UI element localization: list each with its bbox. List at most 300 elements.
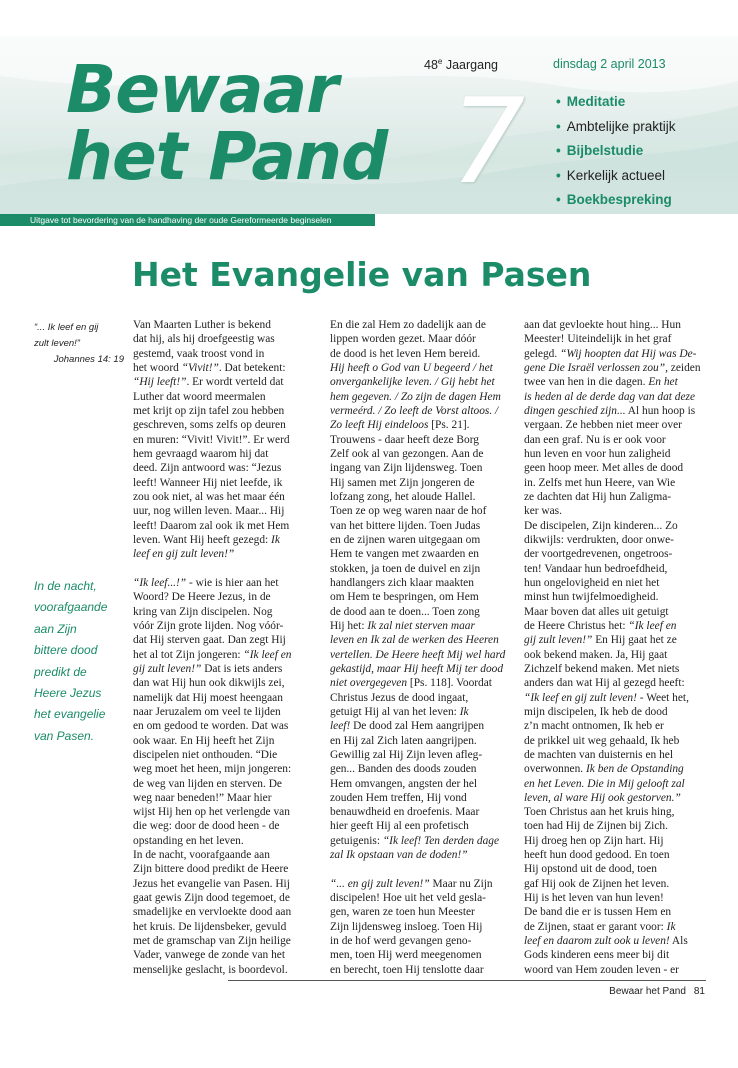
text-line <box>330 633 508 647</box>
body-text: naar Jeruzalem om veel te lijden <box>133 705 281 718</box>
italic-text: “... en gij zult leven!” <box>330 877 430 890</box>
body-text: Toen Christus aan het kruis hing, <box>524 806 675 819</box>
text-line <box>330 418 508 432</box>
italic-text: “Ik leef en gij zult leven! <box>524 691 637 704</box>
body-text: gelegd. <box>524 347 561 360</box>
body-text: en berecht, toen Hij tenslotte daar <box>330 963 484 976</box>
bullet-icon: • <box>556 167 561 183</box>
italic-text: “Ik leef en <box>628 619 677 632</box>
body-text: z’n macht ontnomen, Ik heb er <box>524 720 664 733</box>
text-line <box>524 547 704 561</box>
body-text: smadelijke en vervloekte dood aan <box>133 906 292 919</box>
italic-text: “Ik leef en <box>243 648 292 661</box>
italic-text: “Hij leeft!” <box>133 376 187 389</box>
text-line <box>133 576 310 590</box>
text-line <box>133 963 310 977</box>
italic-text: vermeérd. / Zo leeft de Vorst altoos. / <box>330 404 499 417</box>
body-text: uur, nog willen leven. Maar... Hij <box>133 505 285 518</box>
text-line <box>133 590 310 604</box>
text-line <box>133 433 310 447</box>
italic-text: gij zult leven!” <box>133 662 202 675</box>
text-line <box>133 834 310 848</box>
italic-text: Ik <box>271 533 280 546</box>
text-line <box>330 361 508 375</box>
body-text: vóór Zijn grote lijden. Nog vóór- <box>133 619 284 632</box>
text-line <box>133 877 310 891</box>
text-line <box>330 834 508 848</box>
italic-text: “Wij hoopten dat Hij was De- <box>560 347 697 360</box>
body-text: namelijk dat Hij moest heengaan <box>133 691 283 704</box>
text-line <box>133 777 310 791</box>
body-text: mijn discipelen, Ik heb de dood <box>524 705 668 718</box>
body-text: Trouwens - daar heeft deze Borg <box>330 433 479 446</box>
body-text: gaat gewis Zijn dood tegemoet, de <box>133 892 290 905</box>
body-text: hun ongelovigheid en niet het <box>524 576 660 589</box>
bullet-icon: • <box>556 94 561 109</box>
body-text: aan dat gevloekte hout hing... Hun <box>524 319 681 331</box>
body-text: - Weet het, <box>636 691 689 704</box>
text-line <box>524 404 704 418</box>
text-line <box>133 648 310 662</box>
italic-text: leven, al ware Hij ook gestorven.” <box>524 791 681 804</box>
body-text: het al tot Zijn jongeren: <box>133 648 244 661</box>
body-text: In de nacht, voorafgaande aan <box>133 849 270 862</box>
body-text: de dood is het leven Hem bereid. <box>330 347 481 360</box>
text-line <box>133 676 310 690</box>
text-line <box>330 762 508 776</box>
text-line <box>133 633 310 647</box>
body-text: ook waar. En Hij heeft het Zijn <box>133 734 275 747</box>
body-text: Luther dat woord meermalen <box>133 390 266 403</box>
topic-list <box>556 92 676 215</box>
text-line <box>524 848 704 862</box>
text-line <box>524 590 704 604</box>
body-text: vergaan. Ze hebben niet meer over <box>524 419 682 432</box>
body-text: De band die er is tussen Hem en <box>524 906 672 919</box>
text-line <box>524 390 704 404</box>
body-text: handlangers zich klaar maakten <box>330 576 474 589</box>
body-text: zouden Hem treffen, Hij vond <box>330 791 467 804</box>
text-line <box>330 719 508 733</box>
body-text: woord van Hem zouden leven - er <box>524 963 679 976</box>
body-text: kring van Zijn discipelen. Nog <box>133 605 273 618</box>
volume-suffix: e <box>437 57 443 66</box>
body-text: dan wat Hij hun ook dikwijls zei, <box>133 677 285 690</box>
body-text: Toen ze op weg waren naar de hof <box>330 505 487 518</box>
pull-quote-line: predikt de <box>34 664 87 679</box>
motto-line: “... Ik leef en gij <box>34 322 99 333</box>
logo-line-2: het Pand <box>66 118 388 195</box>
text-line <box>330 791 508 805</box>
body-text: die weg: door de dood heen - de <box>133 820 280 833</box>
text-line <box>133 920 310 934</box>
pull-quote-line: In de nacht, <box>34 579 97 593</box>
body-text: stokken, ja toen de duivel en zijn <box>330 562 481 575</box>
body-text: - wie is hier aan het <box>186 576 279 589</box>
body-text: leeft! Wanneer Hij niet leefde, ik <box>133 476 283 489</box>
topic-item <box>556 166 676 191</box>
text-line <box>524 777 704 791</box>
text-line <box>133 490 310 504</box>
topic-item <box>556 117 676 142</box>
text-line <box>330 662 508 676</box>
text-line <box>330 705 508 719</box>
body-text: dat hij, als hij droefgeestig was <box>133 333 275 346</box>
body-text: deed. Zijn antwoord was: “Jezus <box>133 462 282 475</box>
text-line <box>524 504 704 518</box>
body-text: hem gevraagd waarom hij dat <box>133 447 269 460</box>
body-text: benauwdheid en droefenis. Maar <box>330 806 480 819</box>
text-line <box>524 920 704 934</box>
body-text: getuigt Hij al van het leven: <box>330 705 460 718</box>
text-line <box>524 619 704 633</box>
text-line <box>133 461 310 475</box>
logo-line-1: Bewaar <box>66 51 338 128</box>
body-text: de machten van duisternis en hel <box>524 748 673 761</box>
text-line <box>133 619 310 633</box>
italic-text: zal Ik opstaan van de doden!” <box>330 849 468 862</box>
body-text: getuigenis: <box>330 834 383 847</box>
text-line <box>133 719 310 733</box>
text-line <box>524 719 704 733</box>
body-text: twee van hen in die dagen. <box>524 376 649 389</box>
body-text: menselijke geslacht, is boordevol. <box>133 963 288 976</box>
text-line <box>330 691 508 705</box>
body-text: Hem te vangen met zwaarden en <box>330 548 479 561</box>
pull-quote-line: Heere Jezus <box>34 686 102 701</box>
pull-quote-line: het evangelie <box>34 707 106 722</box>
italic-text: leef! <box>330 720 351 733</box>
body-text: dan een graf. Nu is er ook voor <box>524 433 666 446</box>
body-text: de weg van lijden en sterven. De <box>133 777 282 790</box>
body-text: dikwijls: verdrukten, door onwe- <box>524 533 674 546</box>
pull-quote-line: van Pasen. <box>34 728 95 743</box>
body-text: gen... Banden des doods zouden <box>330 763 477 776</box>
text-line <box>524 490 704 504</box>
text-line <box>524 948 704 962</box>
body-text: met de gramschap van Zijn heilige <box>133 935 291 948</box>
text-line <box>524 705 704 719</box>
body-text: wijst Hij hen op het verlengde van <box>133 806 290 819</box>
italic-text: “Vivit!” <box>181 361 219 374</box>
text-line <box>330 605 508 619</box>
text-line <box>330 576 508 590</box>
body-text: . Dat betekent: <box>218 361 286 374</box>
text-line <box>133 705 310 719</box>
italic-text: vertellen. De Heere heeft Mij wel hard <box>330 648 506 661</box>
body-text: [Ps. 21]. <box>428 419 470 432</box>
text-line <box>524 605 704 619</box>
issue-date: dinsdag 2 april 2013 <box>553 57 666 71</box>
paragraph-gap <box>330 862 508 876</box>
body-text: ze dachten dat Hij hun Zaligma- <box>524 490 672 503</box>
text-line <box>133 791 310 805</box>
text-line <box>524 361 704 375</box>
text-line <box>524 519 704 533</box>
issue-number: 7 <box>450 72 526 210</box>
article-column-1 <box>133 318 310 977</box>
body-text: hier geeft Hij al een profetisch <box>330 820 469 833</box>
text-line <box>133 862 310 876</box>
text-line <box>133 533 310 547</box>
italic-text: hem gegeven. / Zo zijn de dagen Hem <box>330 390 501 403</box>
body-text: om Hem te bespringen, om Hem <box>330 591 479 604</box>
text-line <box>133 447 310 461</box>
footer-rule <box>228 980 706 981</box>
body-text: lofzang zong, het aloude Hallel. <box>330 490 476 503</box>
article-column-3 <box>524 318 704 977</box>
body-text: [Ps. 118]. Voordat <box>407 677 492 690</box>
body-text: De discipelen, Zijn kinderen... Zo <box>524 519 678 532</box>
body-text: minst hun twijfelmoedigheid. <box>524 591 659 604</box>
paragraph-gap <box>133 562 310 576</box>
italic-text: onvergankelijke leven. / Gij hebt het <box>330 376 495 389</box>
text-line <box>330 504 508 518</box>
body-text: Woord? De Heere Jezus, in de <box>133 591 271 604</box>
text-line <box>524 633 704 647</box>
text-line <box>524 748 704 762</box>
body-text: leven. Want Hij heeft gezegd: <box>133 533 272 546</box>
text-line <box>330 519 508 533</box>
text-line <box>524 762 704 776</box>
text-line <box>524 791 704 805</box>
volume-number: 48 <box>424 58 438 73</box>
body-text: de Zijnen, staat er garant voor: <box>524 920 667 933</box>
text-line <box>524 734 704 748</box>
italic-text: Ik <box>459 705 469 718</box>
body-text: Christus Jezus de dood ingaat, <box>330 691 469 704</box>
text-line <box>133 691 310 705</box>
italic-text: Hij heeft o God van U begeerd / het <box>330 361 493 374</box>
body-text: Meester! Uiteindelijk in het graf <box>524 333 672 346</box>
body-text: Zelf ook al van gezongen. Aan de <box>330 447 484 460</box>
topic-item <box>556 141 676 166</box>
text-line <box>133 361 310 375</box>
topic-label: Kerkelijk actueel <box>566 167 666 183</box>
topic-label: Bijbelstudie <box>566 143 644 158</box>
motto-line: zult leven!” <box>34 338 80 349</box>
body-text: men, toen Hij werd meegenomen <box>330 949 482 962</box>
text-line <box>524 963 704 977</box>
text-line <box>330 848 508 862</box>
text-line <box>524 819 704 833</box>
italic-text: En het <box>648 376 678 389</box>
body-text: discipelen! Hoe uit het veld geslа- <box>330 892 486 905</box>
text-line <box>330 905 508 919</box>
text-line <box>133 547 310 561</box>
text-line <box>330 318 508 332</box>
body-text: Van Maarten Luther is bekend <box>133 319 271 331</box>
article-title: Het Evangelie van Pasen <box>132 255 592 294</box>
topic-label: Boekbespreking <box>566 192 672 207</box>
text-line <box>524 834 704 848</box>
text-line <box>524 447 704 461</box>
body-text: met krijt op zijn tafel zou hebben <box>133 404 285 417</box>
body-text: dat Hij sterven gaat. Dan zegt Hij <box>133 634 286 647</box>
volume-label: Jaargang <box>445 58 498 73</box>
topic-item <box>556 190 676 215</box>
italic-text: leef en daarom zult ook u leven! <box>524 935 670 948</box>
text-line <box>330 920 508 934</box>
body-text: hun leven en voor hun zaligheid <box>524 447 671 460</box>
tagline: Uitgave tot bevordering van de handhaving der oude Gereformeerde beginselen <box>30 215 332 225</box>
text-line <box>524 877 704 891</box>
text-line <box>330 533 508 547</box>
body-text: Vader, vanwege de zonde van het <box>133 949 285 962</box>
text-line <box>524 891 704 905</box>
text-line <box>133 476 310 490</box>
body-text: geschreven, soms zelfs op deuren <box>133 419 286 432</box>
page-footer <box>609 986 705 997</box>
article-column-2 <box>330 318 508 977</box>
text-line <box>133 805 310 819</box>
body-text: En die zal Hem zo dadelijk aan de <box>330 319 486 331</box>
pull-quote <box>34 576 126 747</box>
body-text: gaf Hij ook de Zijnen het leven. <box>524 877 670 890</box>
body-text: in de hof werd gevangen geno- <box>330 935 472 948</box>
body-text: ingang van Zijn lijdensweg. Toen <box>330 462 483 475</box>
body-text: Hij samen met Zijn jongeren de <box>330 476 475 489</box>
italic-text: leven en Ik zal de werken des Heeren <box>330 634 499 647</box>
text-line <box>133 332 310 346</box>
text-line <box>133 734 310 748</box>
body-text: Maar nu Zijn <box>429 877 493 890</box>
pull-quote-line: voorafgaande <box>34 600 108 615</box>
italic-text: gekastijd, maar Hij heeft Mij ter dood <box>330 662 504 675</box>
body-text: geen hoop meer. Met alles de dood <box>524 462 684 475</box>
text-line <box>133 848 310 862</box>
bullet-icon: • <box>556 192 561 207</box>
italic-text: Ik ben de Opstanding <box>586 763 684 776</box>
body-text: Hij droeg hen op Zijn hart. Hij <box>524 834 664 847</box>
italic-text: is heden al de derde dag van dat deze <box>524 390 696 403</box>
text-line <box>330 963 508 977</box>
body-text: overwonnen. <box>524 763 586 776</box>
body-text: opstanding en het leven. <box>133 834 244 847</box>
text-line <box>133 762 310 776</box>
body-text: Zichzelf bekend maken. Met niets <box>524 662 680 675</box>
body-text: Gods kinderen eens meer bij dit <box>524 949 670 962</box>
text-line <box>524 862 704 876</box>
text-line <box>330 676 508 690</box>
footer-publication: Bewaar het Pand <box>609 986 686 997</box>
italic-text: Zo leeft Hij eindeloos <box>330 419 429 432</box>
text-line <box>330 805 508 819</box>
body-text: heeft hun dood gedood. En toen <box>524 849 670 862</box>
motto-reference: Johannes 14: 19 <box>53 354 124 365</box>
text-line <box>133 905 310 919</box>
text-line <box>330 461 508 475</box>
body-text: De dood zal Hem aangrijpen <box>350 720 485 733</box>
italic-text: leef en gij zult leven!” <box>133 548 235 561</box>
body-text: zou ook niet, al was het maar één <box>133 490 285 503</box>
text-line <box>330 490 508 504</box>
body-text: van het bittere lijden. Toen Judas <box>330 519 481 532</box>
text-line <box>524 461 704 475</box>
topic-item <box>556 92 676 117</box>
body-text: Zijn bittere dood predikt de Heere <box>133 863 289 876</box>
text-line <box>330 347 508 361</box>
motto-quote <box>34 320 124 352</box>
body-text: gestemd, vaak troost vond in <box>133 347 265 360</box>
body-text: de Heere Christus het: <box>524 619 629 632</box>
text-line <box>524 805 704 819</box>
body-text: Gewillig zal Hij Zijn leven afleg- <box>330 748 483 761</box>
body-text: en de zijnen waren uitgegaan om <box>330 533 481 546</box>
text-line <box>524 905 704 919</box>
body-text: ker was. <box>524 505 562 518</box>
body-text: Maar boven dat alles uit getuigt <box>524 605 669 618</box>
text-line <box>330 748 508 762</box>
text-line <box>330 547 508 561</box>
text-line <box>133 404 310 418</box>
text-line <box>524 934 704 948</box>
body-text: en Hij zal Zich laten aangrijpen. <box>330 734 477 747</box>
text-line <box>133 605 310 619</box>
text-line <box>524 648 704 662</box>
text-line <box>330 948 508 962</box>
text-line <box>133 519 310 533</box>
text-line <box>133 347 310 361</box>
body-text: ook bekend maken. Ja, Hij gaat <box>524 648 668 661</box>
text-line <box>330 734 508 748</box>
text-line <box>330 476 508 490</box>
text-line <box>330 877 508 891</box>
body-text: der voortgedrevenen, ongetroos- <box>524 548 673 561</box>
bullet-icon: • <box>556 118 561 134</box>
text-line <box>524 476 704 490</box>
text-line <box>524 576 704 590</box>
text-line <box>524 318 704 332</box>
text-line <box>524 332 704 346</box>
text-line <box>524 375 704 389</box>
body-text: Jezus het evangelie van Pasen. Hij <box>133 877 290 890</box>
text-line <box>524 662 704 676</box>
body-text: En Hij gaat het ze <box>592 634 677 647</box>
body-text: het kruis. De lijdensbeker, gevuld <box>133 920 287 933</box>
volume-info <box>424 57 498 72</box>
text-line <box>330 819 508 833</box>
body-text: gen, waren ze toen hun Meester <box>330 906 475 919</box>
text-line <box>330 433 508 447</box>
text-line <box>330 562 508 576</box>
text-line <box>133 891 310 905</box>
body-text: , zeiden <box>665 361 701 374</box>
text-line <box>330 777 508 791</box>
italic-text: gij zult leven!” <box>524 634 593 647</box>
text-line <box>524 347 704 361</box>
text-line <box>330 891 508 905</box>
italic-text: “Ik leef! Ten derden dage <box>382 834 500 847</box>
text-line <box>330 390 508 404</box>
body-text: Al hun hoop is <box>625 404 696 417</box>
text-line <box>524 533 704 547</box>
text-line <box>330 648 508 662</box>
text-line <box>133 504 310 518</box>
topic-label: Ambtelijke praktijk <box>566 118 676 134</box>
body-text: de dood aan te doen... Toen zong <box>330 605 480 618</box>
body-text: toen had Hij de Zijnen bij Zich. <box>524 820 668 833</box>
body-text: . Er wordt verteld dat <box>186 376 284 389</box>
body-text: ten! Vandaar hun bedroefdheid, <box>524 562 668 575</box>
text-line <box>524 433 704 447</box>
text-line <box>330 404 508 418</box>
text-line <box>133 819 310 833</box>
text-line <box>133 318 310 332</box>
body-text: anders dan wat Hij al gezegd heeft: <box>524 677 685 690</box>
body-text: leeft! Daarom zal ook ik met Hem <box>133 519 290 532</box>
italic-text: dingen geschied zijn... <box>524 404 626 417</box>
